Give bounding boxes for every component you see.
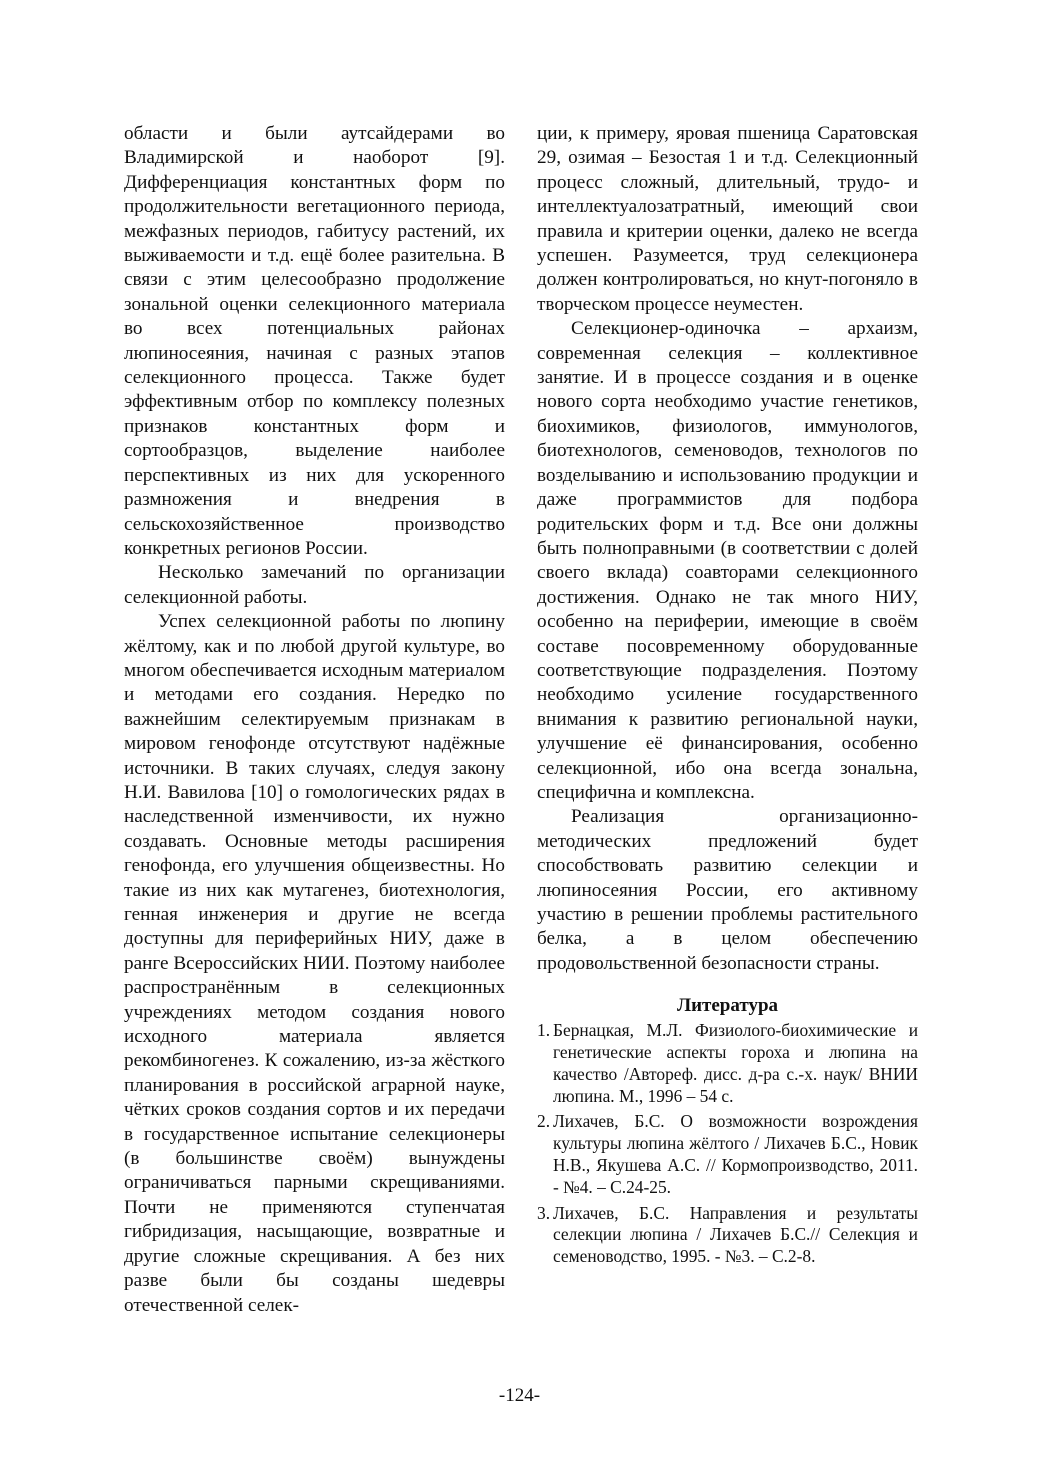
left-column <box>124 122 505 1318</box>
reference-text: Лихачев, Б.С. О возможности возрождения культуры люпина жёлтого / Лихачев Б.С., Новик Н.В., Якушева А.С. // Кормопроизводство, 2011. - №4. – С.24-25. <box>553 1111 918 1197</box>
reference-number: 1. <box>537 1020 551 1041</box>
right-column <box>537 122 918 1272</box>
reference-number: 2. <box>537 1111 551 1132</box>
paragraph-conclusion: Реализация организационно-методических предложений будет способствовать развитию селекции и люпиносеяния России, его активному участию в решении проблемы растительного белка, а в целом обеспечению продовольственной безопасности страны. <box>537 806 918 974</box>
literature-heading: Литература <box>676 995 779 1017</box>
paragraph-continuation: области и были аутсайдерами во Владимирской и наоборот [9]. Дифференциация константных форм по продолжительности вегетационного периода, межфазных периодов, габитусу растений, их выживаемости и т.д. ещё более разительна. В связи с этим целесообразно продолжение зональной оценки селекционного материала во всех потенциальных районах люпиносеяния, начиная с разных этапов селекционного процесса. Также будет эффективным отбор по комплексу полезных признаков константных форм и сортообразцов, выделение наиболее перспективных из них для ускоренного размножения и внедрения в сельскохозяйственное производство конкретных регионов России. <box>124 123 505 559</box>
reference-list <box>537 1020 918 1268</box>
page-number: -124- <box>498 1385 541 1406</box>
paragraph-breeding-success: Успех селекционной работы по люпину жёлтому, как и по любой другой культуре, во многом обеспечивается исходным материалом и методами его создания. Нередко по важнейшим селектируемым признакам в мировом генофонде отсутствуют надёжные источники. В таких случаях, следуя закону Н.И. Вавилова [10] о гомологических рядах в наследственной изменчивости, их нужно создавать. Основные методы расширения генофонда, его улучшения общеизвестны. Но такие из них как мутагенез, биотехнология, генная инженерия и другие не всегда доступны для периферийных НИУ, даже в ранге Всероссийских НИИ. Поэтому наиболее распространённым в селекционных учреждениях методом создания нового исходного материала является рекомбиногенез. К сожалению, из-за жёсткого планирования в российской аграрной науке, чётких сроков создания сортов и их передачи в государственное испытание селекционеры (в большинстве своём) вынуждены ограничиваться парными скрещиваниями. Почти не применяются ступенчатая гибридизация, насыщающие, возвратные и другие сложные скрещивания. А без них разве были бы созданы шедевры отечественной селек- <box>124 611 505 1316</box>
reference-text: Бернацкая, М.Л. Физиолого-биохимические и генетические аспекты гороха и люпина на качество /Автореф. дисс. д-ра с.-х. наук/ ВНИИ люпина. М., 1996 – 54 с. <box>553 1020 918 1106</box>
reference-item <box>537 1203 918 1268</box>
reference-number: 3. <box>537 1202 551 1223</box>
paragraph-examples: ции, к примеру, яровая пшеница Саратовская 29, озимая – Безостая 1 и т.д. Селекционный процесс сложный, длительный, трудо- и интеллектуалозатратный, имеющий свои правила и критерии оценки, далеко не всегда успешен. Разумеется, труд селекционера должен контролироваться, но кнут-погоняло в творческом процессе неуместен. <box>537 123 918 315</box>
reference-item <box>537 1111 918 1198</box>
paragraph-collective-breeding: Селекционер-одиночка – архаизм, современная селекция – коллективное занятие. И в процессе создания и в оценке нового сорта необходимо участие генетиков, биохимиков, физиологов, иммунологов, биотехнологов, семеноводов, технологов по возделыванию и использованию продукции и даже программистов для подбора родительских форм и т.д. Все они должны быть полноправными (в соответствии с долей своего вклада) соавторами селекционного достижения. Однако не так много НИУ, особенно на периферии, имеющие в своём составе посовременному оборудованные соответствующие подразделения. Поэтому необходимо усиление государственного внимания к развитию региональной науки, улучшение её финансирования, особенно селекционной, ибо она всегда зональна, специфична и комплексна. <box>537 318 918 803</box>
paragraph-remarks-intro: Несколько замечаний по организации селекционной работы. <box>124 562 505 608</box>
reference-text: Лихачев, Б.С. Направления и результаты селекции люпина / Лихачев Б.С.// Селекция и семеноводство, 1995. - №3. – С.2-8. <box>553 1202 918 1267</box>
reference-item <box>537 1020 918 1107</box>
